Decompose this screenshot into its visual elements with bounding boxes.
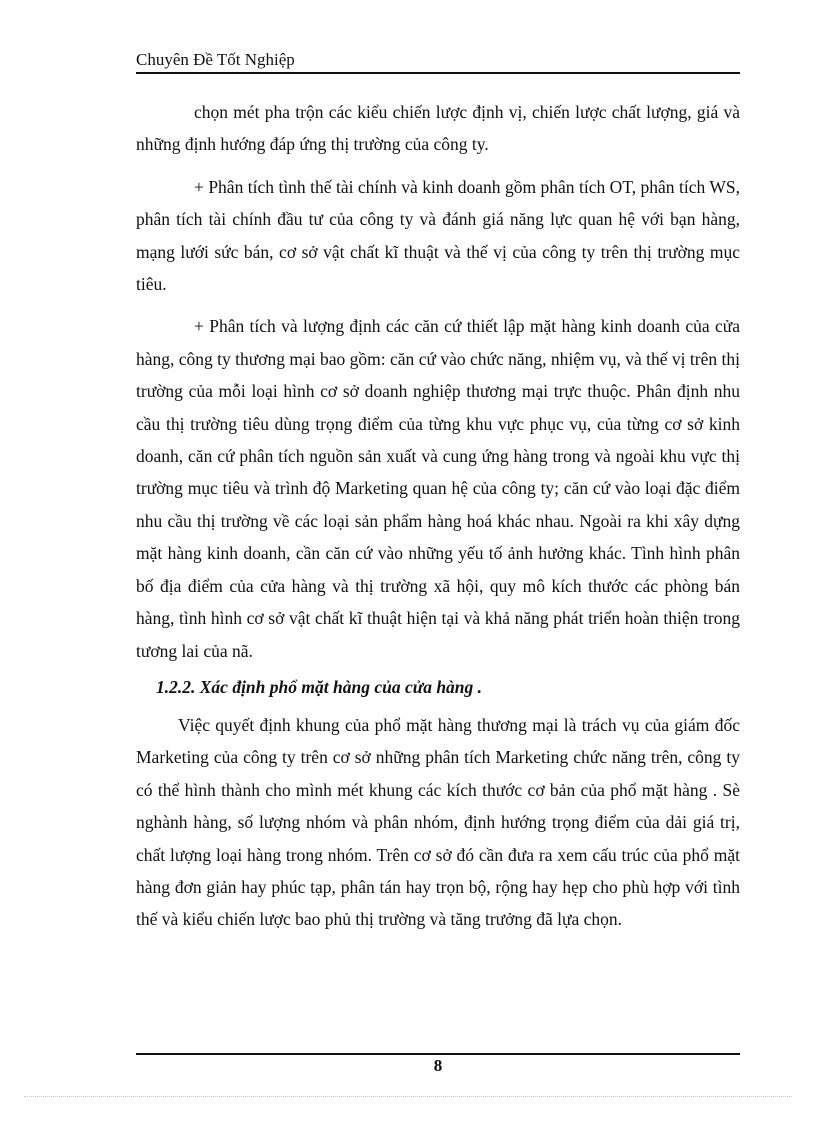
page-header <box>136 48 740 74</box>
paragraph-financial-analysis: + Phân tích tình thế tài chính và kinh doanh gồm phân tích OT, phân tích WS, phân tích tài chính đầu tư của công ty và đánh giá năng lực quan hệ với bạn hàng, mạng lưới sức bán, cơ sở vật chất kĩ thuật và thế vị của công ty trên thị trường mục tiêu. <box>136 176 740 295</box>
page-edge-divider <box>24 1096 792 1097</box>
document-body <box>136 96 740 936</box>
header-title: Chuyên Đề Tốt Nghiệp <box>136 50 295 69</box>
paragraph-strategy-continuation: chọn mét pha trộn các kiểu chiến lược định vị, chiến lược chất lượng, giá và những định hướng đáp ứng thị trường của công ty. <box>136 102 740 155</box>
page-number: 8 <box>433 1056 443 1075</box>
section-heading: 1.2.2. Xác định phổ mặt hàng của cửa hàng . <box>156 676 483 697</box>
paragraph-product-basis-analysis: + Phân tích và lượng định các căn cứ thiết lập mặt hàng kinh doanh của cửa hàng, công ty thương mại bao gồm: căn cứ vào chức năng, nhiệm vụ, và thế vị trên thị trường của mỗi loại hình cơ sở doanh nghiệp thương mại trực thuộc. Phân định nhu cầu thị trường tiêu dùng trọng điểm của từng khu vực phục vụ, của từng cơ sở kinh doanh, căn cứ phân tích nguồn sản xuất và cung ứng hàng trong và ngoài khu vực thị trường mục tiêu và trình độ Marketing quan hệ của công ty; căn cứ vào loại đặc điểm nhu cầu thị trường về các loại sản phẩm hàng hoá khác nhau. Ngoài ra khi xây dựng mặt hàng kinh doanh, cần căn cứ vào những yếu tố ảnh hưởng khác. Tình hình phân bố địa điểm của cửa hàng và thị trường xã hội, quy mô kích thước các phòng bán hàng, tình hình cơ sở vật chất kĩ thuật hiện tại và khả năng phát triển hoàn thiện trong tương lai của nã. <box>136 316 740 661</box>
page-footer <box>136 1053 740 1075</box>
paragraph-product-range-decision: Việc quyết định khung của phổ mặt hàng thương mại là trách vụ của giám đốc Marketing của công ty trên cơ sở những phân tích Marketing chức năng trên, công ty có thể hình thành cho mình mét khung các kích thước cơ bản của phổ mặt hàng . Sè nghành hàng, số lượng nhóm và phân nhóm, định hướng trọng điểm của dải giá trị, chất lượng loại hàng trong nhóm. Trên cơ sở đó cần đưa ra xem cấu trúc của phổ mặt hàng đơn giản hay phúc tạp, phân tán hay trọn bộ, rộng hay hẹp cho phù hợp với tình thế và kiểu chiến lược bao phủ thị trường và tăng trưởng đã lựa chọn. <box>136 714 740 930</box>
